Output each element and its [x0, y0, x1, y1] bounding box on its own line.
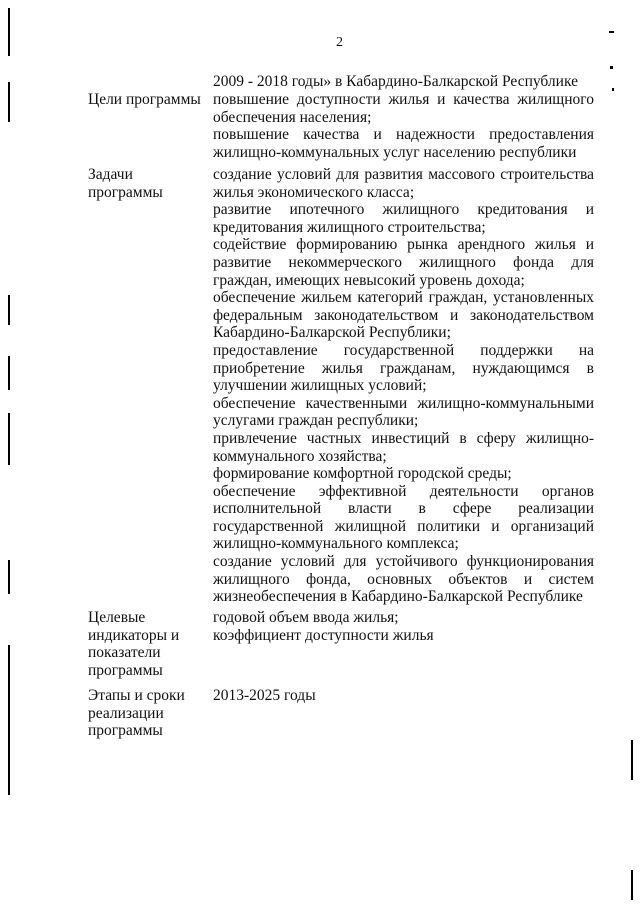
list-item: повышение качества и надежности предоставления жилищно-коммунальных услуг населению республики [213, 126, 594, 161]
scan-edge-mark [8, 645, 10, 795]
section-label: Цели программы [88, 91, 201, 108]
list-item: повышение доступности жилья и качества жилищного обеспечения населения; [213, 91, 594, 126]
list-item: годовой объем ввода жилья; [213, 609, 399, 626]
section-items [213, 609, 594, 644]
scan-edge-mark [609, 31, 614, 33]
list-item: обеспечение эффективной деятельности органов исполнительной власти в сфере реализации государственной жилищной политики и организаций жилищно-коммунального комплекса; [213, 482, 594, 553]
list-item: коэффициент доступности жилья [213, 626, 434, 644]
scan-edge-mark [8, 82, 10, 122]
list-item: создание условий для развития массового строительства жилья экономического класса; [213, 166, 594, 201]
page-number: 2 [336, 35, 343, 50]
list-item: обеспечение жильем категорий граждан, установленных федеральным законодательством и законодательством Кабардино-Балкарской Республики; [213, 289, 594, 342]
list-item: создание условий для устойчивого функционирования жилищного фонда, основных объектов и систем жизнеобеспечения в Кабардино-Балкарской Республике [213, 553, 594, 606]
scan-edge-mark [8, 8, 10, 56]
section-label: Целевые индикаторы и показатели программы [88, 609, 180, 679]
scan-edge-mark [8, 356, 10, 390]
scan-edge-mark [610, 66, 613, 69]
scan-edge-mark [631, 870, 633, 900]
list-item: содействие формированию рынка арендного жилья и развитие некоммерческого жилищного фонда для граждан, имеющих невысокий уровень дохода; [213, 236, 594, 289]
header-line [213, 73, 594, 91]
section-label: Задачи программы [88, 166, 163, 201]
header-line-text: 2009 - 2018 годы» в Кабардино-Балкарской Республике [213, 73, 578, 90]
list-item: 2013-2025 годы [213, 687, 316, 704]
scan-edge-mark [8, 413, 10, 465]
scan-edge-mark [612, 88, 614, 91]
list-item: развитие ипотечного жилищного кредитования и кредитования жилищного строительства; [213, 201, 594, 236]
list-item: привлечение частных инвестиций в сферу жилищно-коммунального хозяйства; [213, 429, 594, 465]
section-label: Этапы и сроки реализации программы [88, 687, 185, 740]
scan-edge-mark [631, 740, 633, 780]
list-item: предоставление государственной поддержки на приобретение жилья гражданам, нуждающимся в улучшении жилищных условий; [213, 341, 594, 395]
scan-edge-mark [8, 560, 10, 594]
scan-edge-mark [8, 295, 10, 325]
section-items [213, 687, 594, 705]
list-item: формирование комфортной городской среды; [213, 465, 512, 483]
section-items [213, 166, 594, 606]
section-items [213, 91, 594, 161]
list-item: обеспечение качественными жилищно-коммунальными услугами граждан республики; [213, 394, 594, 430]
